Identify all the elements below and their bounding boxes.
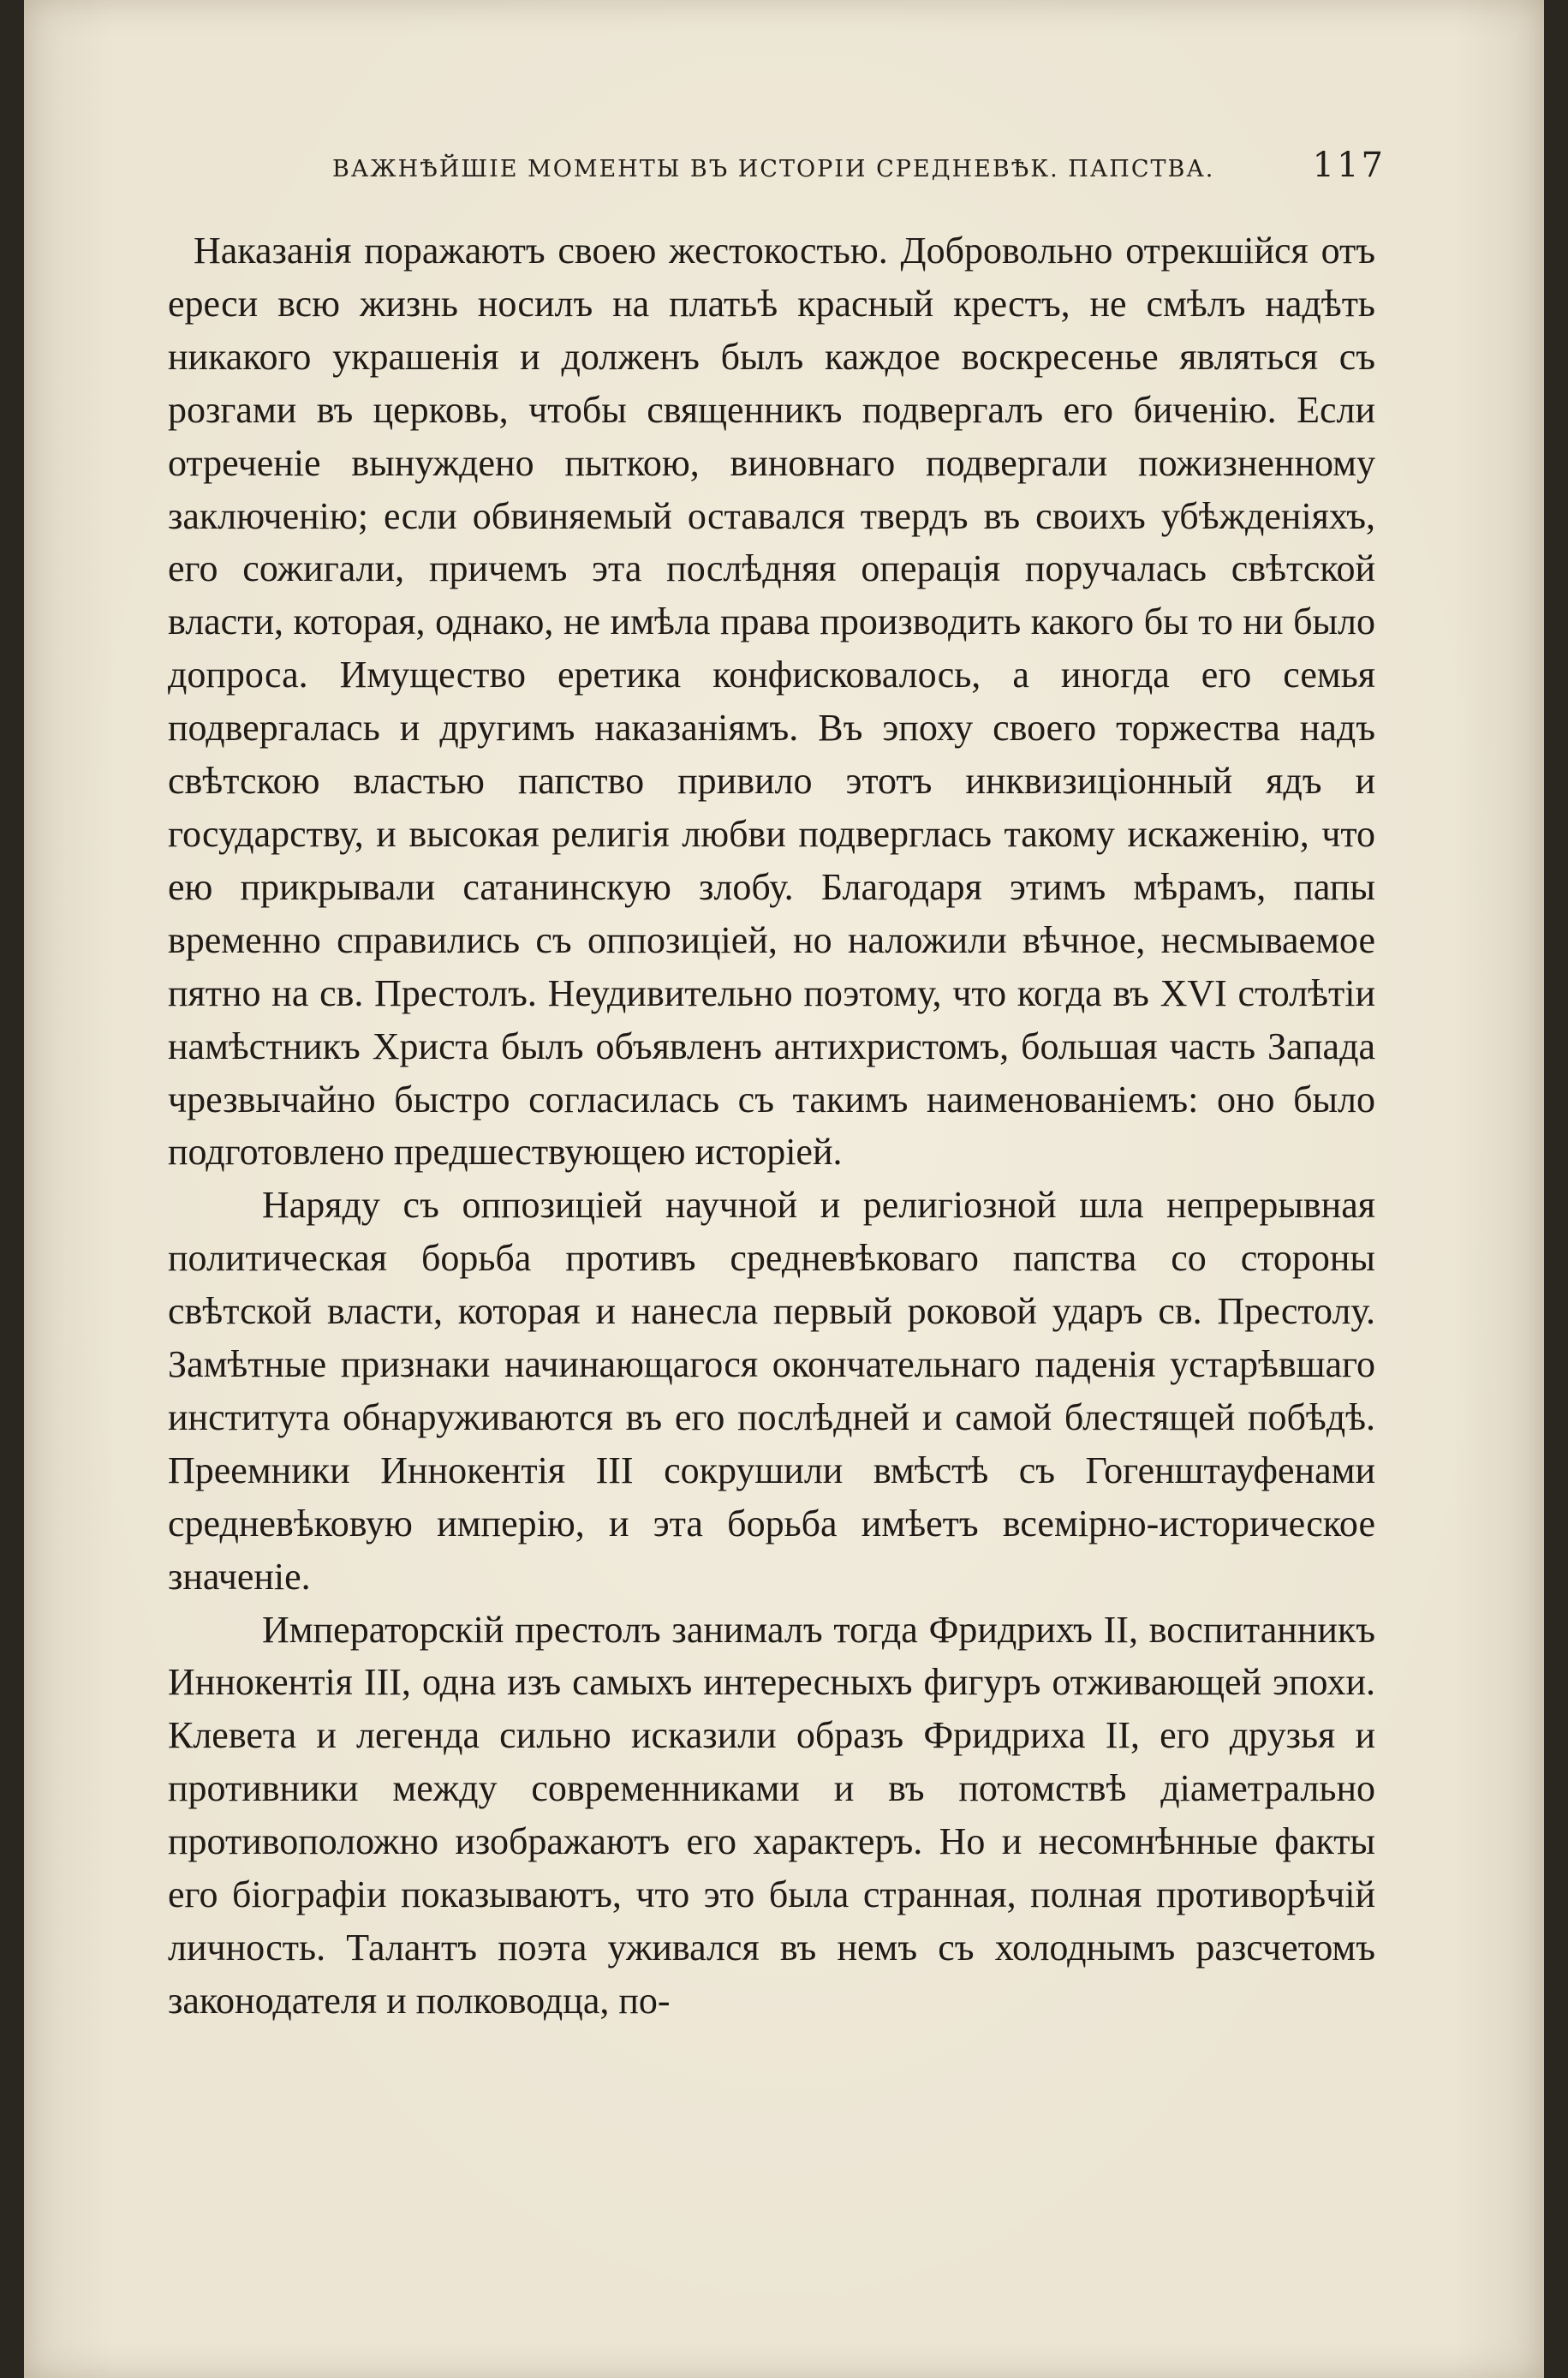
body-text [168,224,1375,2028]
running-title: ВАЖНѢЙШІЕ МОМЕНТЫ ВЪ ИСТОРІИ СРЕДНЕВѢК. ПАПСТВА. [332,156,1215,182]
page-header [332,146,1386,197]
paragraph-2: Наряду съ оппозиціей научной и религіозной шла непрерывная политическая борьба противъ средневѣковаго папства со стороны свѣтской власти, которая и нанесла первый роковой ударъ св. Престолу. Замѣтные признаки начинающагося окончательнаго паденія устарѣвшаго института обнаруживаются въ его послѣдней и самой блестящей побѣдѣ. Преемники Иннокентія III сокрушили вмѣстѣ съ Гогенштауфенами средневѣковую имперію, и эта борьба имѣетъ всемірно-историческое значеніе. [168,1184,1375,1598]
book-page [24,0,1544,2378]
page-number: 117 [1312,146,1386,185]
paragraph-3: Императорскій престолъ занималъ тогда Фридрихъ II, воспитанникъ Иннокентія III, одна изъ самыхъ интересныхъ фигуръ отживающей эпохи. Клевета и легенда сильно исказили образъ Фридриха II, его друзья и противники между современниками и въ потомствѣ діаметрально противоположно изображаютъ его характеръ. Но и несомнѣнные факты его біографіи показываютъ, что это была странная, полная противорѣчій личность. Талантъ поэта уживался въ немъ съ холоднымъ разсчетомъ законодателя и полководца, по- [168,1608,1375,2022]
paragraph-1: Наказанія поражаютъ своею жестокостью. Добровольно отрекшійся отъ ереси всю жизнь носилъ на платьѣ красный крестъ, не смѣлъ надѣть никакого украшенія и долженъ былъ каждое воскресенье являться съ розгами въ церковь, чтобы священникъ подвергалъ его биченію. Если отреченіе вынуждено пыткою, виновнаго подвергали пожизненному заключенію; если обвиняемый оставался твердъ въ своихъ убѣжденіяхъ, его сожигали, причемъ эта послѣдняя операція поручалась свѣтской власти, которая, однако, не имѣла права производить какого бы то ни было допроса. Имущество еретика конфисковалось, а иногда его семья подвергалась и другимъ наказаніямъ. Въ эпоху своего торжества надъ свѣтскою властью папство привило этотъ инквизиціонный ядъ и государству, и высокая религія любви подверглась такому искаженію, что ею прикрывали сатанинскую злобу. Благодаря этимъ мѣрамъ, папы временно справились съ оппозиціей, но наложили вѣчное, несмываемое пятно на св. Престолъ. Неудивительно поэтому, что когда въ XVI столѣтіи намѣстникъ Христа былъ объявленъ антихристомъ, большая часть Запада чрезвычайно быстро согласилась съ такимъ наименованіемъ: оно было подготовлено предшествующею исторіей. [168,230,1375,1174]
